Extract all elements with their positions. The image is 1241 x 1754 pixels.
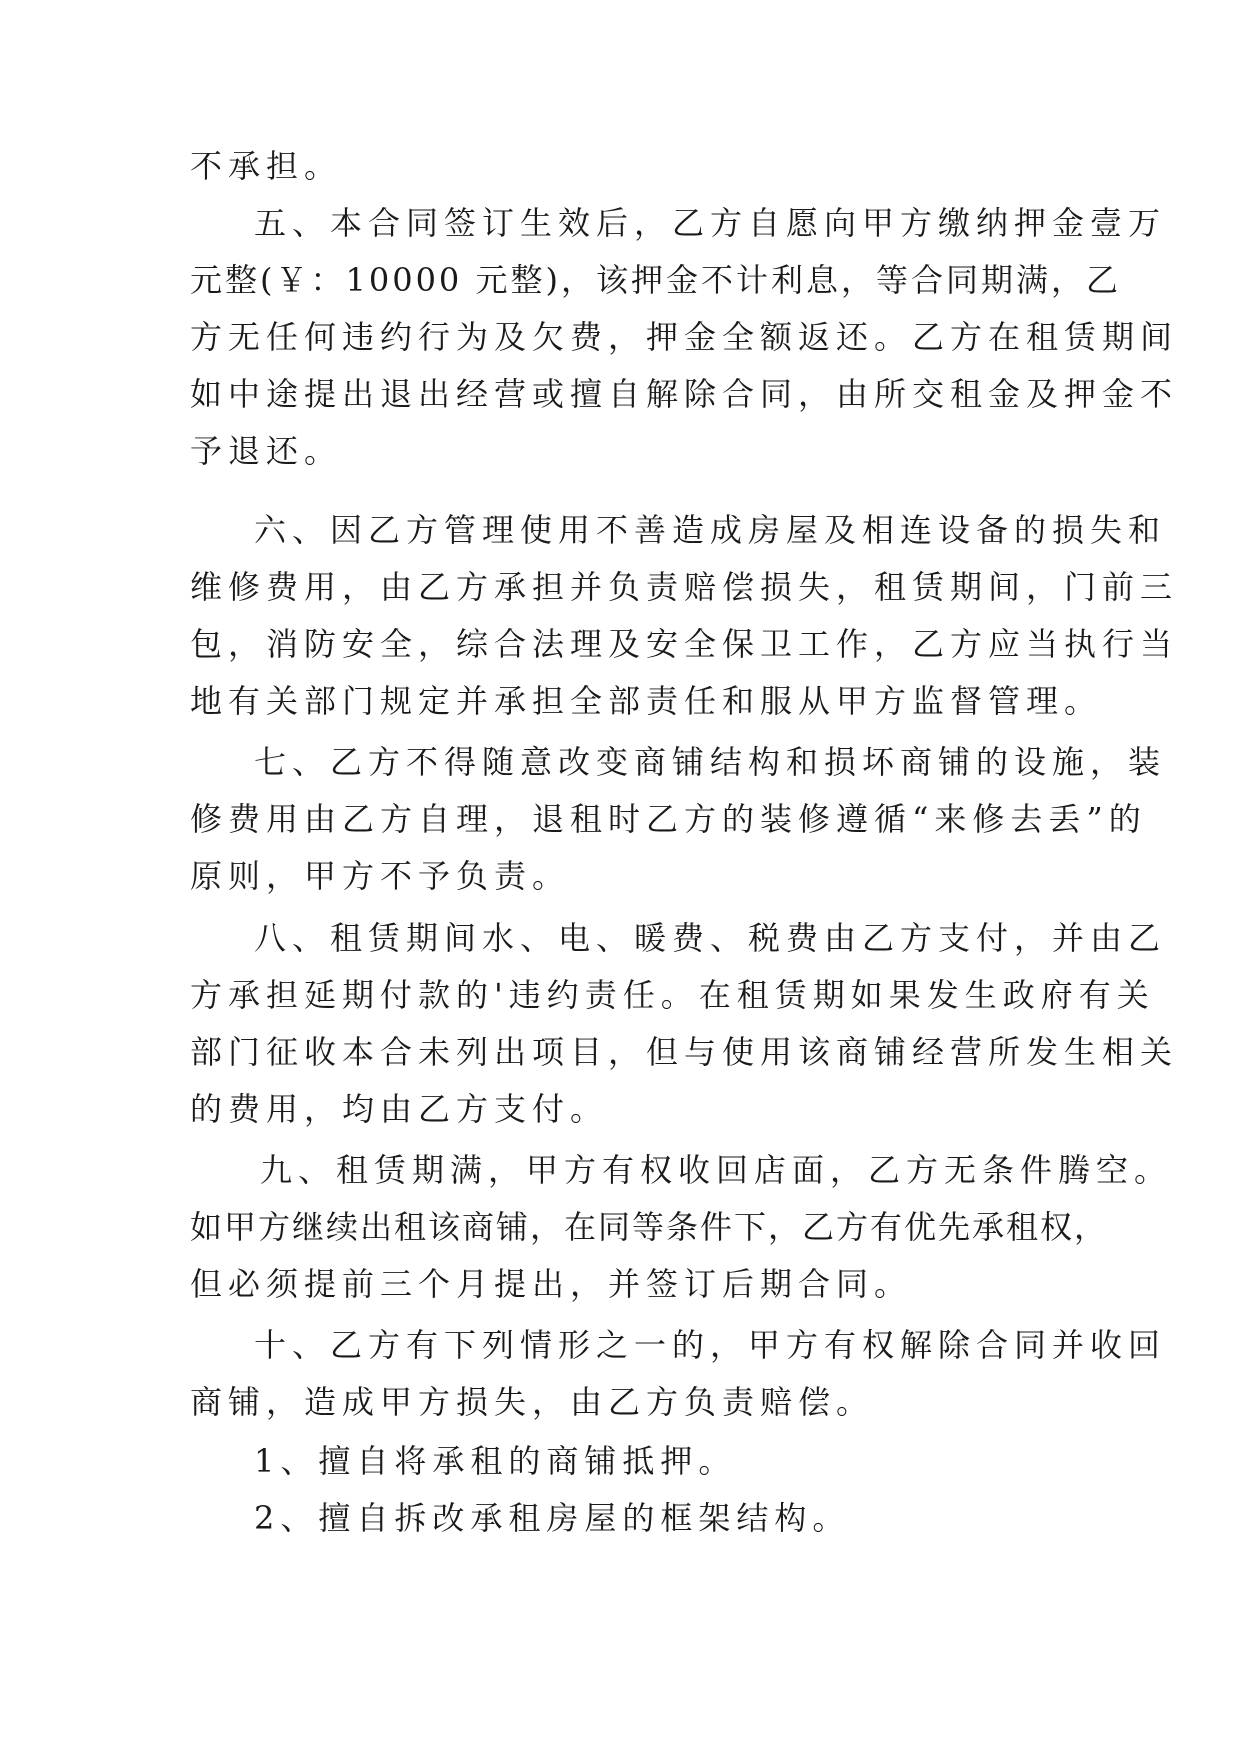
text-line: 如中途提出退出经营或擅自解除合同，由所交租金及押金不 (190, 375, 1179, 413)
text-line: 不承担。 (190, 147, 343, 185)
text-line: 七、乙方不得随意改变商铺结构和损坏商铺的设施，装 (254, 743, 1167, 781)
text-line: 维修费用，由乙方承担并负责赔偿损失，租赁期间，门前三 (190, 568, 1179, 606)
text-line: 商铺，造成甲方损失，由乙方负责赔偿。 (190, 1383, 875, 1421)
text-line: 十、乙方有下列情形之一的，甲方有权解除合同并收回 (254, 1326, 1167, 1364)
text-line: 地有关部门规定并承担全部责任和服从甲方监督管理。 (190, 682, 1103, 720)
text-line: 但必须提前三个月提出，并签订后期合同。 (190, 1265, 913, 1303)
text-line: 的费用，均由乙方支付。 (190, 1090, 609, 1128)
text-line: 方承担延期付款的'违约责任。在租赁期如果发生政府有关 (190, 976, 1155, 1014)
text-line: 予退还。 (190, 432, 343, 470)
text-line: 原则，甲方不予负责。 (190, 857, 571, 895)
text-line: 部门征收本合未列出项目，但与使用该商铺经营所发生相关 (190, 1033, 1179, 1071)
text-line: 如甲方继续出租该商铺，在同等条件下，乙方有优先承租权， (190, 1208, 1109, 1246)
text-line: 1、擅自将承租的商铺抵押。 (254, 1442, 737, 1480)
text-line: 九、租赁期满，甲方有权收回店面，乙方无条件腾空。 (260, 1151, 1173, 1189)
text-line: 包，消防安全，综合法理及安全保卫工作，乙方应当执行当 (190, 625, 1179, 663)
text-line: 修费用由乙方自理，退租时乙方的装修遵循“来修去丢”的 (190, 800, 1147, 838)
text-line: 方无任何违约行为及欠费，押金全额返还。乙方在租赁期间 (190, 318, 1179, 356)
text-line: 五、本合同签订生效后，乙方自愿向甲方缴纳押金壹万 (254, 204, 1167, 242)
text-line: 八、租赁期间水、电、暖费、税费由乙方支付，并由乙 (254, 919, 1167, 957)
text-line: 2、擅自拆改承租房屋的框架结构。 (254, 1499, 851, 1537)
text-line: 六、因乙方管理使用不善造成房屋及相连设备的损失和 (254, 511, 1167, 549)
text-line: 元整(￥：10000 元整)，该押金不计利息，等合同期满，乙 (190, 261, 1121, 299)
